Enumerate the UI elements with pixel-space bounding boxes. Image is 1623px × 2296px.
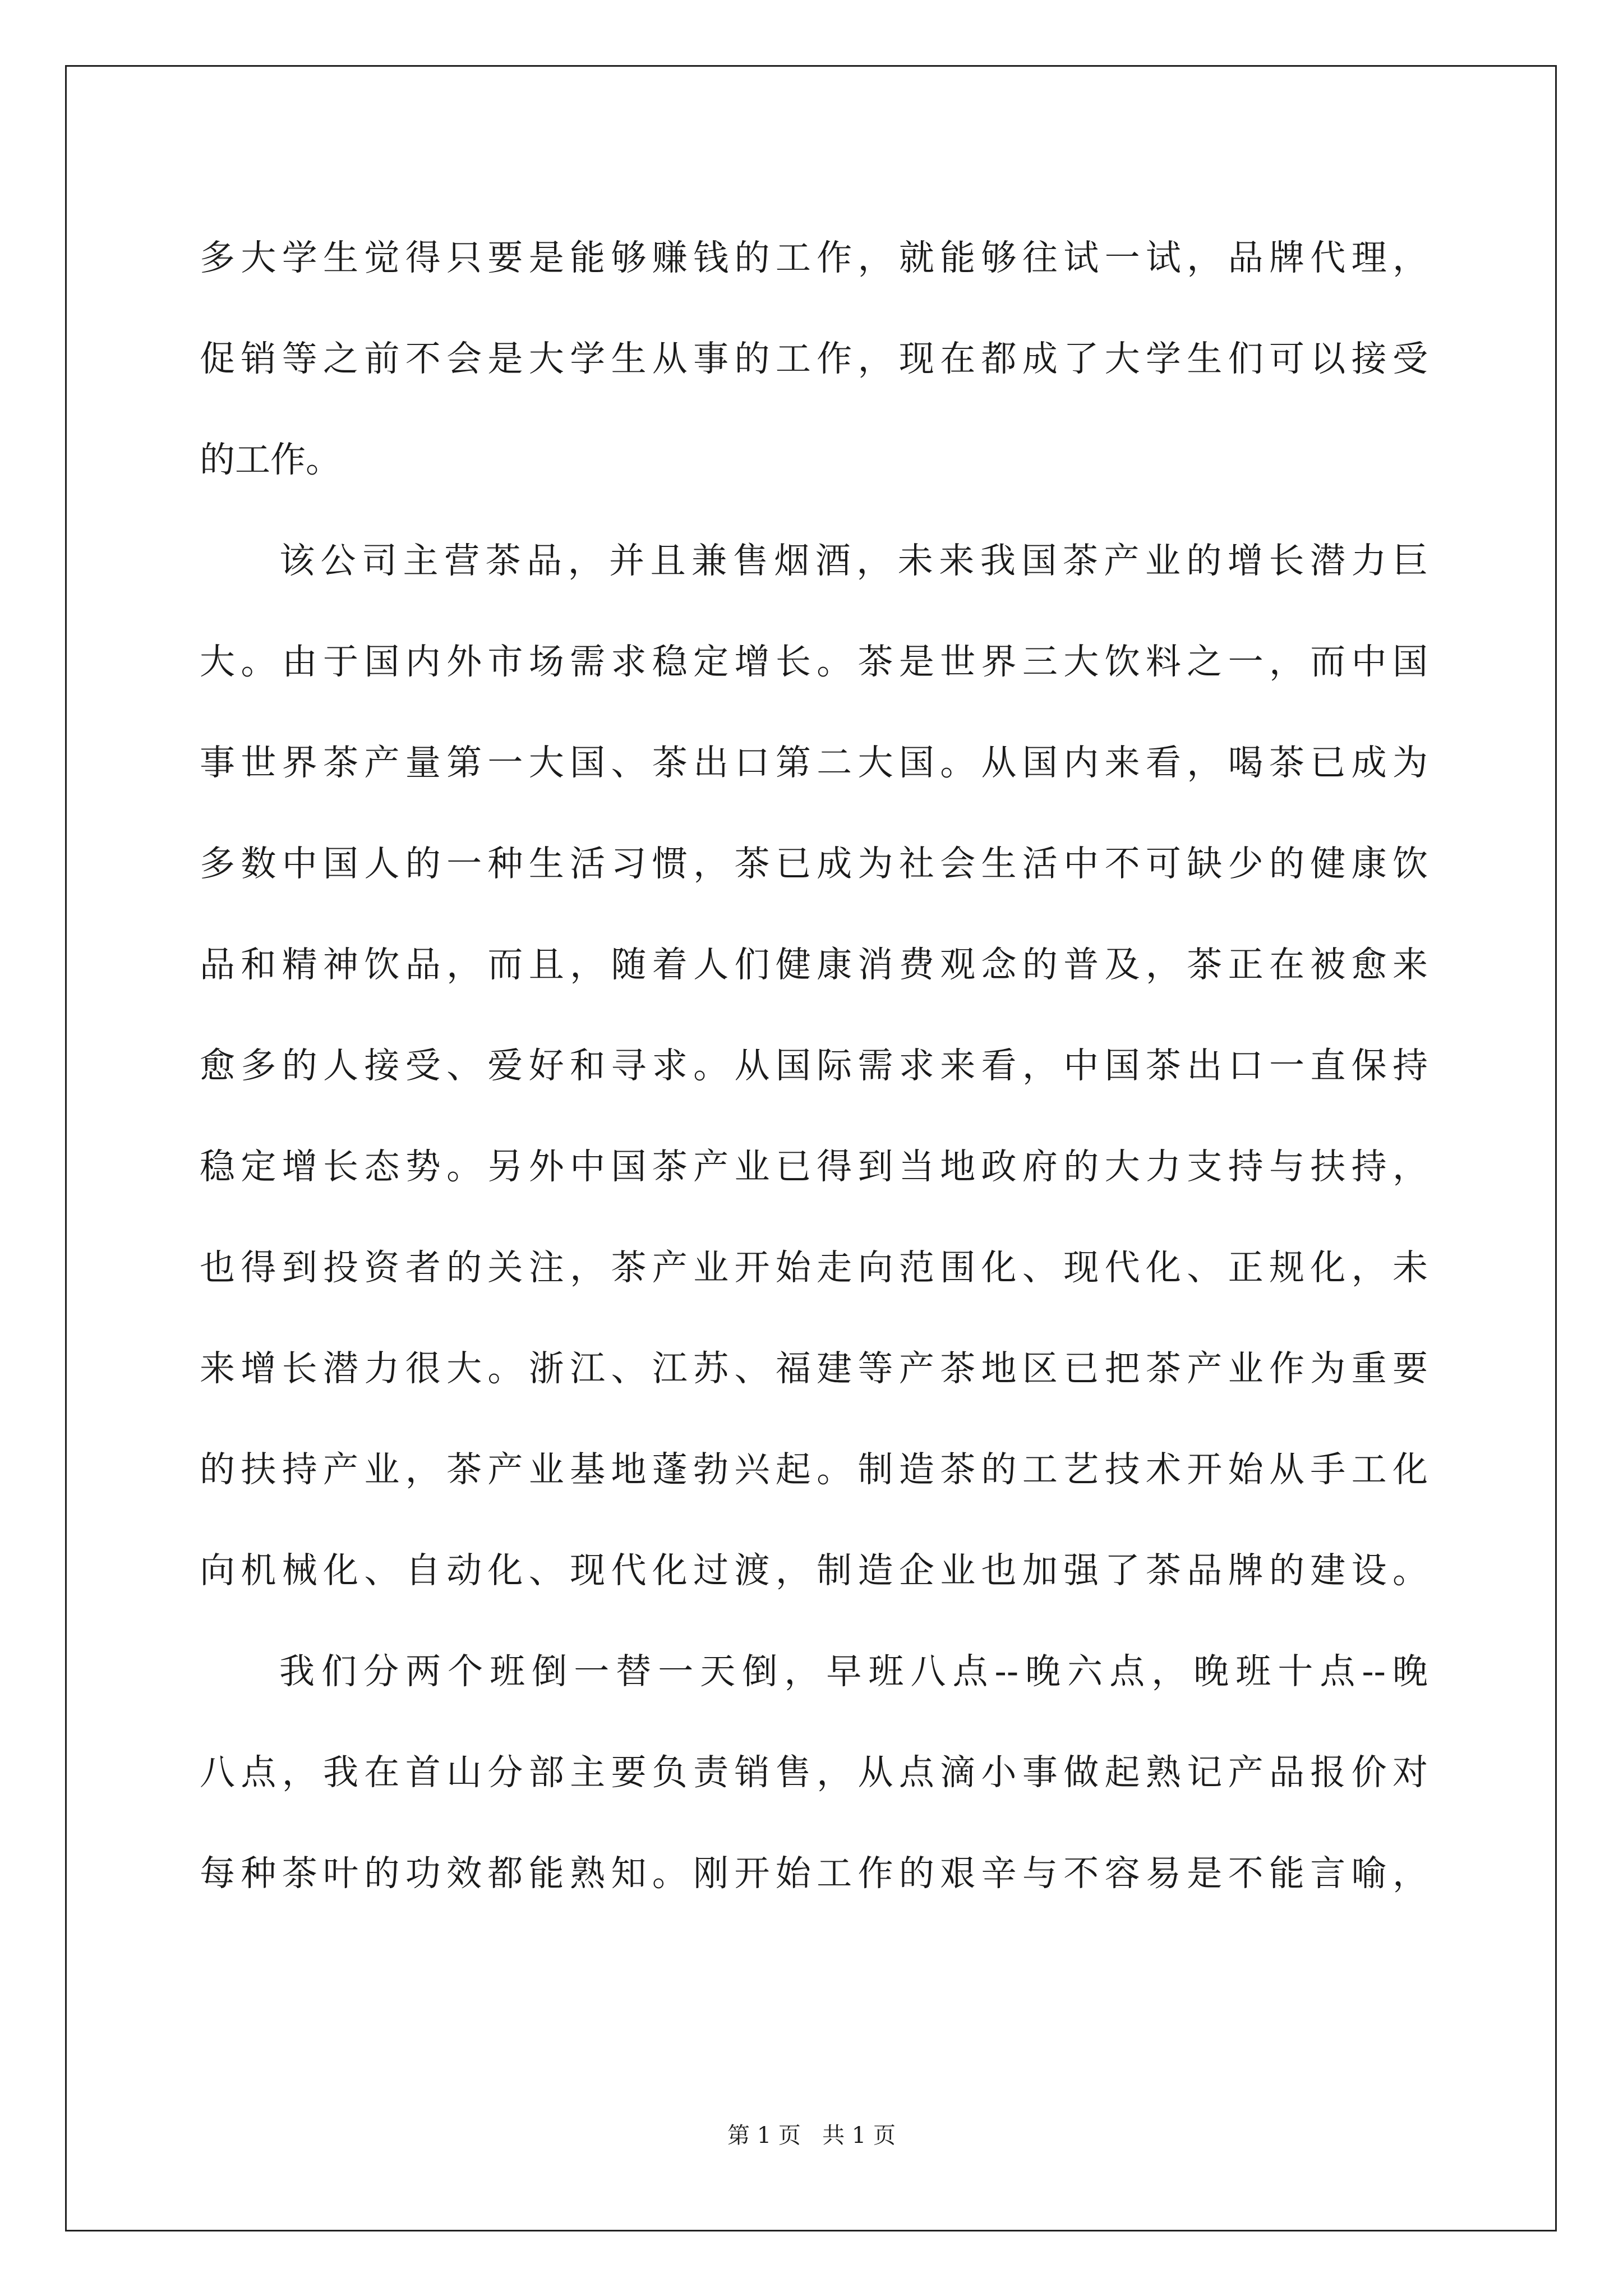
text-line: 也得到投资者的关注，茶产业开始走向范围化、现代化、正规化，未 — [200, 1247, 1428, 1288]
body-text — [200, 208, 1428, 1924]
text-line: 八点，我在首山分部主要负责销售，从点滴小事做起熟记产品报价对 — [200, 1752, 1428, 1793]
paragraph-first-line: 我们分两个班倒一替一天倒，早班八点--晚六点，晚班十点--晚 — [279, 1651, 1428, 1692]
text-line: 事世界茶产量第一大国、茶出口第二大国。从国内来看，喝茶已成为 — [200, 742, 1428, 783]
text-line: 愈多的人接受、爱好和寻求。从国际需求来看，中国茶出口一直保持 — [200, 1045, 1428, 1086]
text-line: 促销等之前不会是大学生从事的工作，现在都成了大学生们可以接受 — [200, 338, 1428, 379]
text-line: 大。由于国内外市场需求稳定增长。茶是世界三大饮料之一，而中国 — [200, 641, 1428, 682]
text-line: 每种茶叶的功效都能熟知。刚开始工作的艰辛与不容易是不能言喻， — [200, 1853, 1428, 1894]
page-number-label: 第 1 页 共 1 页 — [727, 2123, 896, 2148]
text-line: 的扶持产业，茶产业基地蓬勃兴起。制造茶的工艺技术开始从手工化 — [200, 1449, 1428, 1490]
paragraph-first-line: 该公司主营茶品，并且兼售烟酒，未来我国茶产业的增长潜力巨 — [279, 540, 1428, 581]
page-footer — [0, 2118, 1623, 2150]
text-line: 品和精神饮品，而且，随着人们健康消费观念的普及，茶正在被愈来 — [200, 944, 1428, 985]
text-line: 的工作。 — [200, 439, 341, 480]
text-line: 向机械化、自动化、现代化过渡，制造企业也加强了茶品牌的建设。 — [200, 1550, 1428, 1591]
text-line: 来增长潜力很大。浙江、江苏、福建等产茶地区已把茶产业作为重要 — [200, 1348, 1428, 1389]
text-line: 多数中国人的一种生活习惯，茶已成为社会生活中不可缺少的健康饮 — [200, 843, 1428, 884]
text-line: 多大学生觉得只要是能够赚钱的工作，就能够往试一试，品牌代理， — [200, 237, 1428, 278]
text-line: 稳定增长态势。另外中国茶产业已得到当地政府的大力支持与扶持， — [200, 1146, 1428, 1187]
